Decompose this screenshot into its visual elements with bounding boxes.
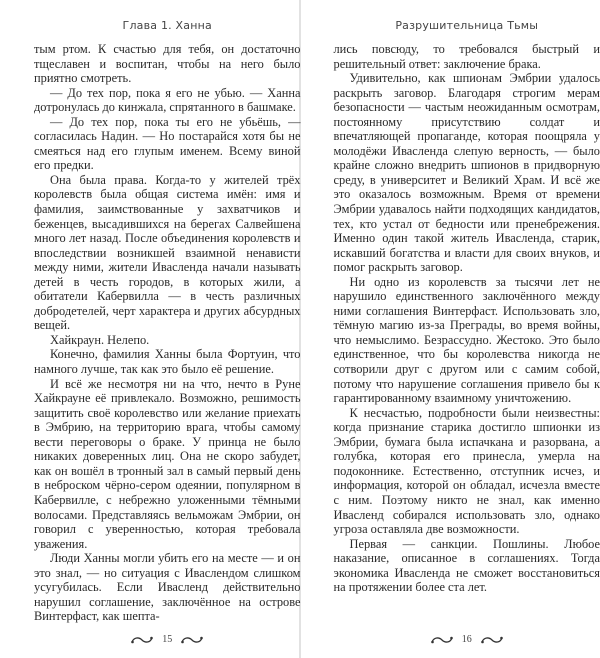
paragraph: Удивительно, как шпионам Эмбрии удалось раскрыть заговор. Благодаря строгим мерам безопасности — частым неожиданным осмотрам, постоянному присутствию солдат и впечатляющей пропаганде, которая поощряла у молодёжи Ивасленда слепую верность, — было крайне сложно внедрить шпионов в придворную среду, в университет и Великий Храм. И всё же это оказалось возможным. Время от времени Эмбрии удавалось найти подходящих кандидатов, тех, кто устал от бедности или пренебрежения. Именно один такой житель Ивасленда, старик, искавший богатства и власти для своих внуков, и помог раскрыть заговор. <box>334 71 600 275</box>
scroll-flourish-icon <box>180 635 204 645</box>
paragraph: Она была права. Когда-то у жителей трёх королевств была общая система имён: имя и фамилия, заимствованные у захватчиков и беженцев, высадившихся на берегах Салвейшена много лет назад. После объединения королевств и впоследствии возникшей взаимной ненависти между ними, жители Ивасленда начали называть детей в честь городов, в которых жили, а обитатели Кабервилла — в честь различных добродетелей, черт характера и других абсурдных вещей. <box>34 173 301 333</box>
paragraph: Люди Ханны могли убить его на месте — и он это знал, — но ситуация с Иваслендом слишком усугубилась. Если Ивасленд действительно нарушил соглашение, заключённое на острове Винтерфаст, как шепта- <box>34 551 301 624</box>
scroll-flourish-icon <box>130 635 154 645</box>
running-head-right: Разрушительница Тьмы <box>334 19 600 33</box>
paragraph: Хайкраун. Нелепо. <box>34 333 301 348</box>
paragraph: лись повсюду, то требовался быстрый и решительный ответ: заключение брака. <box>334 42 600 71</box>
running-head-left: Глава 1. Ханна <box>34 19 301 33</box>
scroll-flourish-icon <box>480 635 504 645</box>
paragraph: тым ртом. К счастью для тебя, он достаточно тщеславен и воспитан, чтобы на него было приятно смотреть. <box>34 42 301 86</box>
paragraph: — До тех пор, пока я его не убью. — Ханна дотронулась до кинжала, спрятанного в башмаке. <box>34 86 301 115</box>
left-page-body <box>34 42 301 624</box>
scroll-flourish-icon <box>430 635 454 645</box>
paragraph: Первая — санкции. Пошлины. Любое наказание, описанное в соглашениях. Тогда экономика Ивасленда не сможет восстановиться на протяжении более ста лет. <box>334 537 600 595</box>
paragraph: — До тех пор, пока ты его не убьёшь, — согласилась Надин. — Но постарайся хотя бы не смеяться над его глупым именем. Всему виной его предки. <box>34 115 301 173</box>
right-page <box>334 0 600 658</box>
page-number: 16 <box>462 634 472 646</box>
page-number: 15 <box>162 634 172 646</box>
paragraph: К несчастью, подробности были неизвестны: когда признание старика достигло шпионки из Эмбрии, бумага была испачкана и разорвана, а голубка, которая его принесла, умерла на подоконнике. Естественно, отступник исчез, и информация, которой он обладал, исчезла вместе с ним. Поэтому никто не знал, как именно Ивасленд собирался использовать зло, однако угроза оставляла две возможности. <box>334 406 600 537</box>
right-page-body <box>334 42 600 595</box>
paragraph: Ни одно из королевств за тысячи лет не нарушило единственного заключённого между ними соглашения Винтерфаст. Использовать зло, тёмную магию из-за Преграды, во время войны, что немыслимо. Безрассудно. Жестоко. Это было единственное, что бы королевства никогда не сотворили друг с другом или с самим собой, потому что нарушение соглашения привело бы к гарантированному взаимному уничтожению. <box>334 275 600 406</box>
page-number-left-footer <box>34 624 301 646</box>
paragraph: Конечно, фамилия Ханны была Фортуин, что намного лучше, так как это было её решение. <box>34 347 301 376</box>
page-number-right-footer <box>334 624 600 646</box>
left-page <box>34 0 301 658</box>
paragraph: И всё же несмотря ни на что, нечто в Руне Хайкрауне её привлекало. Возможно, решимость защитить своё королевство или желание приехать в Эмбрию, на территорию врага, чтобы самому вести переговоры о браке. У принца не было никаких доверенных лиц. Она не скоро забудет, как он вошёл в тронный зал в самый первый день в неброском чёрно-сером одеянии, популярном в Кабервилле, с небрежно уложенными тёмными волосами. Представляясь вельможам Эмбрии, он говорил с уверенностью, которая требовала уважения. <box>34 377 301 552</box>
